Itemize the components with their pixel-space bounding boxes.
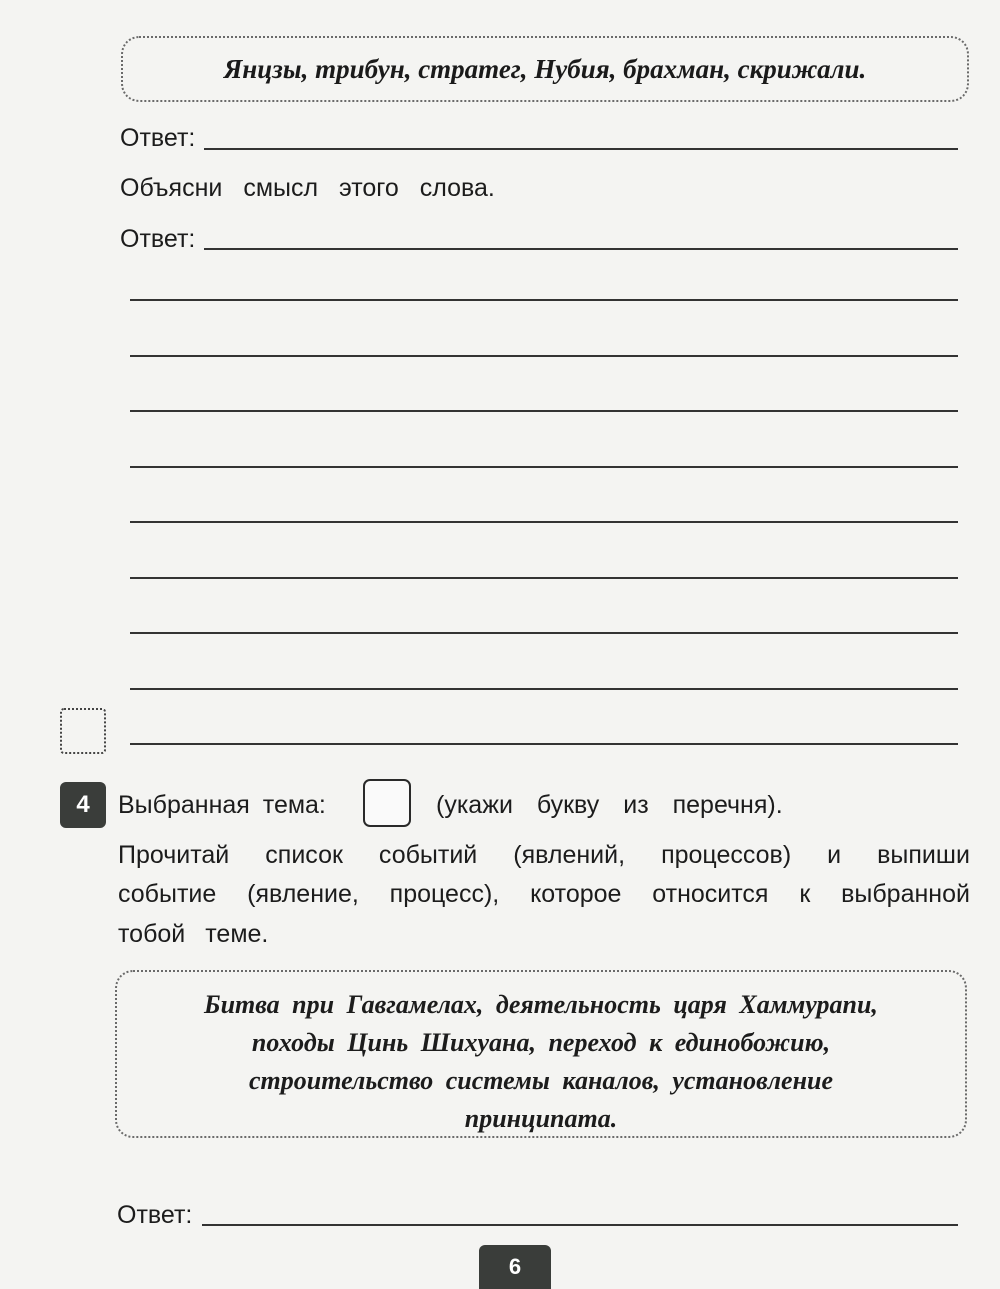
events-list [117,972,965,1138]
instruction-word: тобой [118,920,186,948]
terms-text: Янцзы, трибун, стратег, Нубия, брахман, скрижали. [223,54,867,84]
answer-label: Ответ: [120,124,196,152]
instruction-word: и [827,841,842,869]
answer-line[interactable] [204,248,958,250]
writing-line[interactable] [130,688,958,690]
instruction-word: (явлений, [513,841,626,869]
instruction-word: событие [118,880,217,908]
explain-prompt: Объясни смысл этого слова. [120,174,495,202]
writing-line[interactable] [130,632,958,634]
chosen-topic-hint: (укажи букву из перечня). [436,791,783,819]
topic-letter-box[interactable] [363,779,411,827]
instruction-line [118,880,970,909]
events-line: походы Цинь Шихуана, переход к единобожию, [251,1028,831,1057]
instruction-word: относится [652,880,769,908]
writing-line[interactable] [130,410,958,412]
events-line: строительство системы каналов, установление [248,1066,834,1095]
writing-line[interactable] [130,521,958,523]
terms-box [121,36,969,102]
task-number-badge: 4 [60,782,106,828]
instruction-word: Прочитай [118,841,230,869]
instruction-word: процесс), [389,880,500,908]
instruction-word: список [265,841,343,869]
instruction-word: к [799,880,811,908]
writing-line[interactable] [130,466,958,468]
events-line: принципата. [464,1104,618,1133]
page-number: 6 [479,1245,551,1289]
writing-line[interactable] [130,577,958,579]
events-line: Битва при Гавгамелах, деятельность царя Хаммурапи, [204,990,878,1019]
instruction-word: которое [530,880,622,908]
instruction-word: (явление, [247,880,359,908]
instruction-word: выбранной [841,880,970,908]
instruction-line [118,920,268,949]
instruction-word: событий [378,841,478,869]
instruction-word: теме. [205,920,269,948]
answer-label: Ответ: [120,225,196,253]
instruction-line [118,841,970,870]
answer-line[interactable] [204,148,958,150]
answer-line[interactable] [202,1224,958,1226]
writing-line[interactable] [130,355,958,357]
instruction-word: выпиши [877,841,970,869]
answer-label: Ответ: [117,1201,193,1229]
score-box[interactable] [60,708,106,754]
events-box [115,970,967,1138]
chosen-topic-label: Выбранная тема: [118,791,326,819]
writing-line[interactable] [130,743,958,745]
instruction-word: процессов) [661,841,792,869]
writing-line[interactable] [130,299,958,301]
